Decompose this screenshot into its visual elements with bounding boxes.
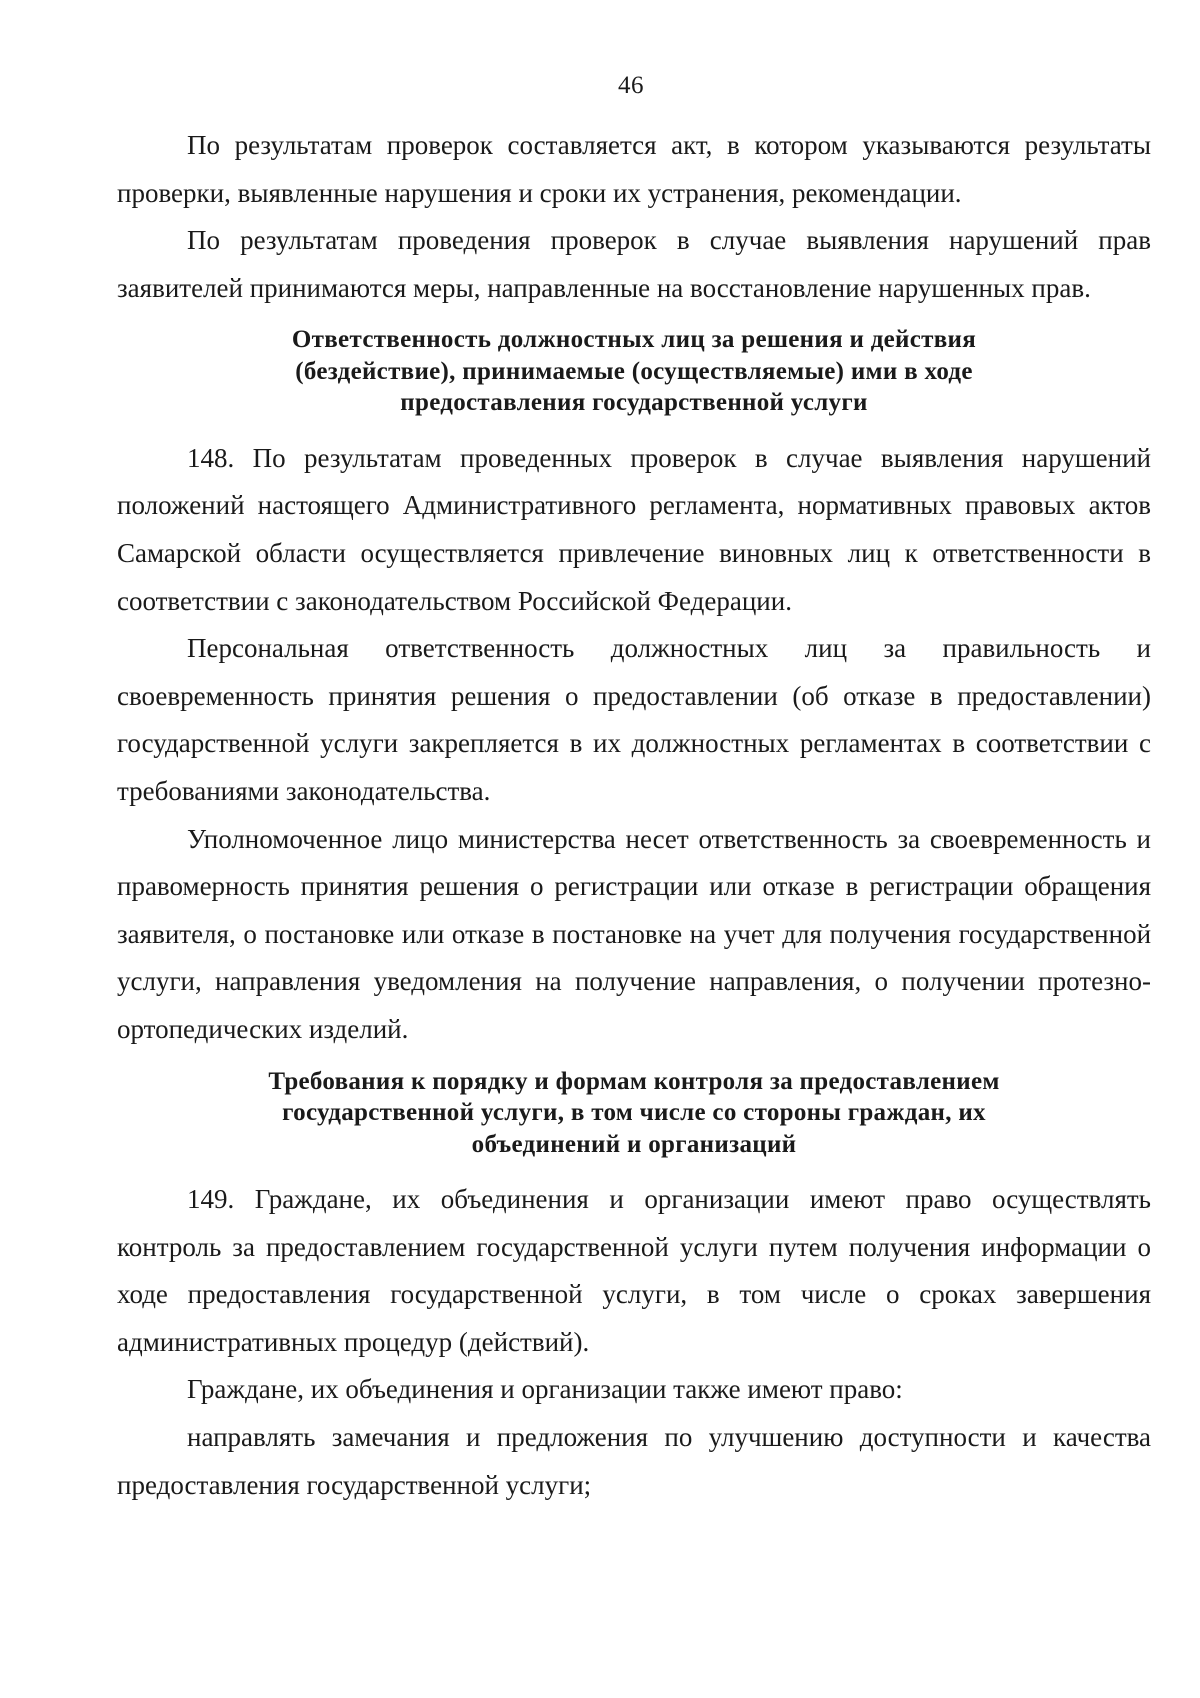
text-line: 149. Граждане, их объединения и организации имеют право осуществлять [187,1184,1151,1215]
text-line: ответственности в соответствии с законодательством Российской Федерации. [117,538,1152,616]
text-line: с требованиями законодательства. [117,728,1152,807]
paragraph [117,625,1151,815]
text-line: регистрации обращения заявителя, о постановке или отказе в постановке на учет для [117,871,1152,949]
heading-line: Ответственность должностных лиц за решения и действия [291,326,977,354]
paragraph [117,1366,1151,1414]
heading-line: государственной услуги, в том числе со стороны граждан, их [282,1099,986,1127]
text-line: проверки, выявленные нарушения и сроки их устранения, рекомендации. [117,177,962,208]
text-line: государственной услуги закрепляется в их должностных регламентах в соответствии [117,728,1129,759]
document-body [117,122,1151,1509]
text-line: По результатам проведения проверок в случае выявления нарушений прав [187,225,1151,256]
text-line: получения государственной услуги, направления уведомления на получение [117,918,1152,997]
paragraph [117,435,1151,625]
text-line: Граждане, их объединения и организации также имеют право: [187,1374,903,1405]
heading-line: предоставления государственной услуги [400,389,868,417]
page-number: 46 [618,72,644,99]
section-heading [117,312,1151,435]
heading-line: (бездействие), принимаемые (осуществляемые) ими в ходе [295,357,973,385]
paragraph [117,816,1151,1054]
heading-line: Требования к порядку и формам контроля за предоставлением [268,1067,1000,1095]
text-line: контроль за предоставлением государственной услуги путем получения информации [117,1231,1127,1262]
text-line: административных процедур (действий). [117,1326,590,1357]
text-line: своевременность принятия решения о предоставлении (об отказе в предоставлении) [117,680,1151,711]
paragraph [117,1176,1151,1366]
text-line: Уполномоченное лицо министерства несет ответственность за [187,823,921,854]
text-line: По результатам проверок составляется акт, в котором указываются результаты [187,130,1151,160]
heading-line: объединений и организаций [471,1130,797,1158]
paragraph [117,1414,1151,1509]
text-line: о ходе предоставления государственной услуги, в том числе о сроках завершения [117,1231,1152,1310]
text-line: 148. По результатам проведенных проверок в случае выявления нарушений [187,442,1151,473]
paragraph [117,217,1151,312]
text-line: актов Самарской области осуществляется привлечение виновных лиц к [117,490,1152,569]
text-line: направления, о получении протезно-ортопедических изделий. [117,966,1151,1044]
text-line: предоставления государственной услуги; [117,1469,592,1500]
section-heading [117,1054,1151,1177]
text-line: направлять замечания и предложения по улучшению доступности и качества [187,1422,1151,1453]
text-line: своевременность и правомерность принятия решения о регистрации или отказе в [117,823,1151,902]
text-line: Персональная ответственность должностных лиц за правильность и [187,633,1151,664]
paragraph [117,122,1151,217]
text-line: заявителей принимаются меры, направленные на восстановление нарушенных прав. [117,272,1091,303]
text-line: положений настоящего Административного регламента, нормативных правовых [117,490,1076,521]
